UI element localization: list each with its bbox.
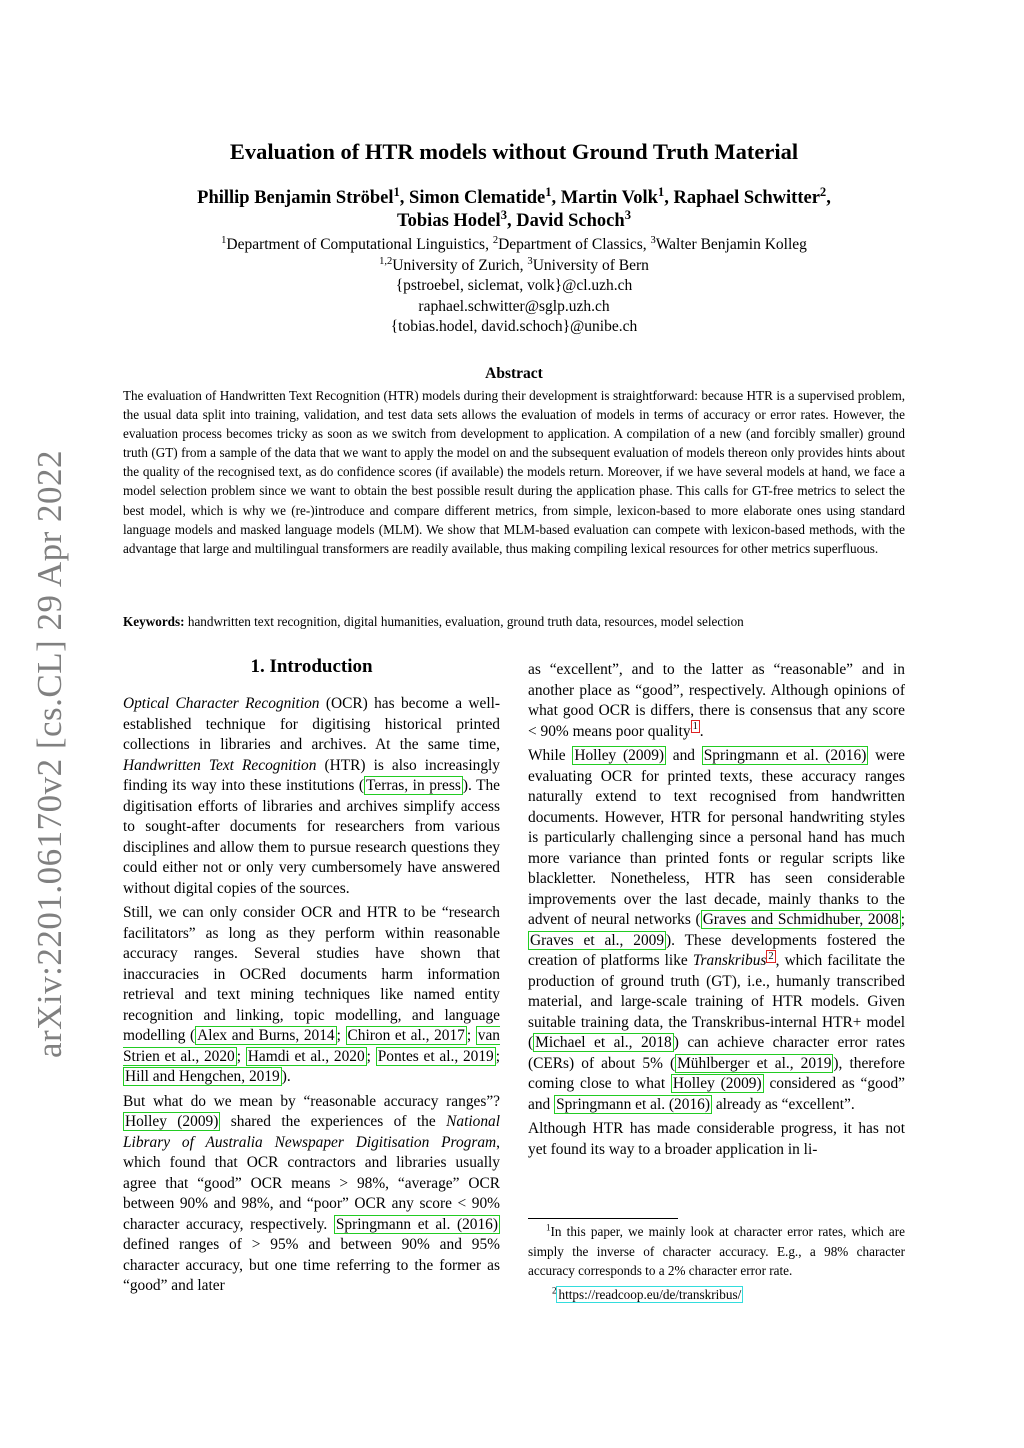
affiliation-mark: 2: [819, 184, 827, 199]
footnote: $^1$In this paper, we mainly look at character error rates, which are simply the inverse of character accuracy. E.g., a 98% character accuracy corresponds to a 2% character error rate.: [528, 1222, 905, 1278]
affiliation-mark: 1: [393, 184, 400, 199]
citation-link[interactable]: Holley (2009): [672, 1075, 762, 1092]
email-line: raphael.schwitter@sglp.uzh.ch: [418, 297, 610, 315]
citation-link[interactable]: Michael et al., 2018: [535, 1034, 672, 1051]
affiliation-mark: 3: [650, 234, 656, 246]
keywords-text: handwritten text recognition, digital humanities, evaluation, ground truth data, resources, model selection: [184, 614, 744, 629]
citation-link[interactable]: Chiron et al., 2017: [347, 1027, 465, 1044]
citation-link[interactable]: van Strien et al., 2020: [123, 1027, 500, 1065]
paragraph: Although HTR has made considerable progress, it has not yet found its way to a broader application in li-: [528, 1120, 905, 1158]
affiliations: [120, 235, 908, 338]
citation-link[interactable]: Springmann et al. (2016): [335, 1215, 498, 1233]
citation-link[interactable]: Hamdi et al., 2020: [247, 1047, 365, 1065]
author-name: Tobias Hodel: [397, 211, 501, 231]
citation-link[interactable]: Terras, in press: [366, 777, 461, 794]
university-line: $^{1,2}$University of Zurich, $^3$University of Bern: [379, 255, 649, 274]
paragraph: But what do we mean by “reasonable accuracy ranges”? Holley (2009) shared the experiences of the National Library of Australia Newspaper Digitisation Program, which found that OCR contractors and libraries usually agree that “good” OCR means > 98%, “average” OCR between 90% and 98%, and “poor” OCR any score < 90% character accuracy, respectively. Springmann et al. (2016) defined ranges of > 95% and between 90% and 95% character accuracy, but one time referring to the former as “good” and later: [123, 1092, 500, 1294]
citation-link[interactable]: Mühlberger et al., 2019: [677, 1054, 832, 1072]
author-name: Martin Volk: [560, 188, 658, 208]
email-line: {pstroebel, siclemat, volk}@cl.uzh.ch: [395, 277, 633, 294]
citation-link[interactable]: Pontes et al., 2019: [377, 1047, 494, 1065]
affiliation-mark: 1: [221, 234, 227, 246]
citation-link[interactable]: Springmann et al. (2016): [556, 1095, 710, 1113]
paragraph: Optical Character Recognition (OCR) has become a well-established technique for digitising historical printed collections in libraries and archives. At the same time, Handwritten Text Recognition (HTR) is also increasingly finding its way into these institutions ( Terras, in press ). The digitisation efforts of libraries and archives simplify access to sought-after documents for researchers from various disciplines and allow them to pursue research questions they could either not or only very cumbersomely have answered without digital copies of the sources.: [123, 695, 500, 897]
abstract-heading: Abstract: [485, 365, 543, 382]
right-column: [528, 660, 905, 1164]
footnote-divider: [528, 1218, 678, 1219]
paragraph: Still, we can only consider OCR and HTR to be “research facilitators” as long as they perform within reasonable accuracy ranges. Several studies have shown that inaccuracies in OCRed documents harm information retrieval and text mining techniques like named entity recognition and linking, topic modelling, and language modelling ( Alex and Burns, 2014 ; Chiron et al., 2017 ; van Strien et al., 2020 ; Hamdi et al., 2020 ; Pontes et al., 2019 ; Hill and Hengchen, 2019 ).: [123, 904, 501, 1085]
citation-link[interactable]: Springmann et al. (2016): [703, 747, 867, 764]
affiliation-mark: 2: [492, 234, 499, 246]
keywords-label: Keywords:: [123, 614, 185, 629]
author-list: Phillip Benjamin Ströbel$^1$, Simon Clematide$^1$, Martin Volk$^1$, Raphael Schwitter$^2$, Tobias Hodel$^3$, David Schoch$^3$: [197, 184, 831, 231]
arxiv-identifier: arXiv:2201.06170v2 [cs.CL] 29 Apr 2022: [30, 449, 70, 1059]
footnote-mark: 1: [546, 1222, 551, 1233]
paper-title: Evaluation of HTR models without Ground Truth Material: [229, 139, 799, 164]
arxiv-sidebar-stamp: [28, 450, 72, 1058]
footnote-url-link[interactable]: https://readcoop.eu/de/transkribus/: [558, 1286, 742, 1302]
author-name: Simon Clematide: [409, 188, 546, 208]
footnote-link[interactable]: 1: [692, 721, 698, 733]
citation-link[interactable]: Graves et al., 2009: [530, 931, 665, 949]
affiliation-mark: 1,2: [379, 255, 393, 267]
left-column: [123, 694, 500, 1301]
footnote: [528, 1285, 905, 1305]
paragraph: as “excellent”, and to the latter as “reasonable” and in another place as “good”, respectively. Although opinions of what good OCR is differs, there is consensus that any score < 90% means poor quality $^1$ .: [528, 661, 905, 740]
email-line: {tobias.hodel, david.schoch}@unibe.ch: [390, 318, 638, 335]
author-name: Raphael Schwitter: [673, 188, 820, 208]
department-line: $^1$Department of Computational Linguistics, $^2$Department of Classics, $^3$Walter Benjamin Kolleg: [221, 234, 807, 253]
footnote-link[interactable]: 2: [768, 950, 774, 962]
affiliation-mark: 3: [527, 255, 533, 267]
citation-link[interactable]: Hill and Hengchen, 2019: [125, 1068, 280, 1085]
footnote-mark: 2: [552, 1285, 557, 1296]
citation-link[interactable]: Alex and Burns, 2014: [197, 1027, 335, 1044]
citation-link[interactable]: Holley (2009): [574, 747, 665, 764]
section-heading: 1. Introduction: [250, 656, 373, 677]
author-name: David Schoch: [516, 211, 625, 231]
citation-link[interactable]: Graves and Schmidhuber, 2008: [702, 911, 899, 928]
author-name: Phillip Benjamin Ströbel: [197, 188, 394, 208]
affiliation-mark: 3: [500, 207, 507, 222]
keywords: [123, 612, 905, 631]
affiliation-mark: 1: [657, 184, 665, 199]
affiliation-mark: 3: [624, 207, 631, 222]
abstract-text: The evaluation of Handwritten Text Recognition (HTR) models during their development is straightforward: because HTR is a supervised problem, the usual data split into training, validation, and test data sets allows the evaluation of models in terms of accuracy or error rates. However, the evaluation process becomes tricky as soon as we switch from development to application. A compilation of a new (and forcibly smaller) ground truth (GT) from a sample of the data that we want to apply the model on and the subsequent evaluation of models thereon only provides hints about the quality of the recognised text, as do confidence scores (if available) the models return. Moreover, if we have several models at hand, we face a model selection problem since we want to obtain the best possible result during the application phase. This calls for GT-free metrics to select the best model, which is why we (re-)introduce and compare different metrics, from simple, lexicon-based to more elaborate ones using standard language models and masked language models (MLM). We show that MLM-based evaluation can compete with lexicon-based methods, with the advantage that large and multilingual transformers are readily available, thus making compiling lexical resources for other metrics superfluous.: [123, 388, 905, 556]
citation-link[interactable]: Holley (2009): [125, 1113, 219, 1130]
footnotes: [528, 1222, 905, 1304]
paragraph: While Holley (2009) and Springmann et al. (2016) were evaluating OCR for printed texts, these accuracy ranges naturally extend to text recognised from handwritten documents. However, HTR for personal handwriting styles is particularly challenging since a personal hand has much more variance than printed fonts or regular scripts like blackletter. Nonetheless, HTR has seen considerable improvements over the last decade, mainly thanks to the advent of neural networks ( Graves and Schmidhuber, 2008 ; Graves et al., 2009 ). These developments fostered the creation of platforms like Transkribus $^2$ , which facilitate the production of ground truth (GT), i.e., humanly transcribed material, and large-scale training of HTR models. Given suitable training data, the Transkribus-internal HTR+ model ( Michael et al., 2018 ) can achieve character error rates (CERs) of about 5% ( Mühlberger et al., 2019 ), therefore coming close to what Holley (2009) considered as “good” and Springmann et al. (2016) already as “excellent”.: [528, 747, 906, 1113]
affiliation-mark: 1: [545, 184, 552, 199]
